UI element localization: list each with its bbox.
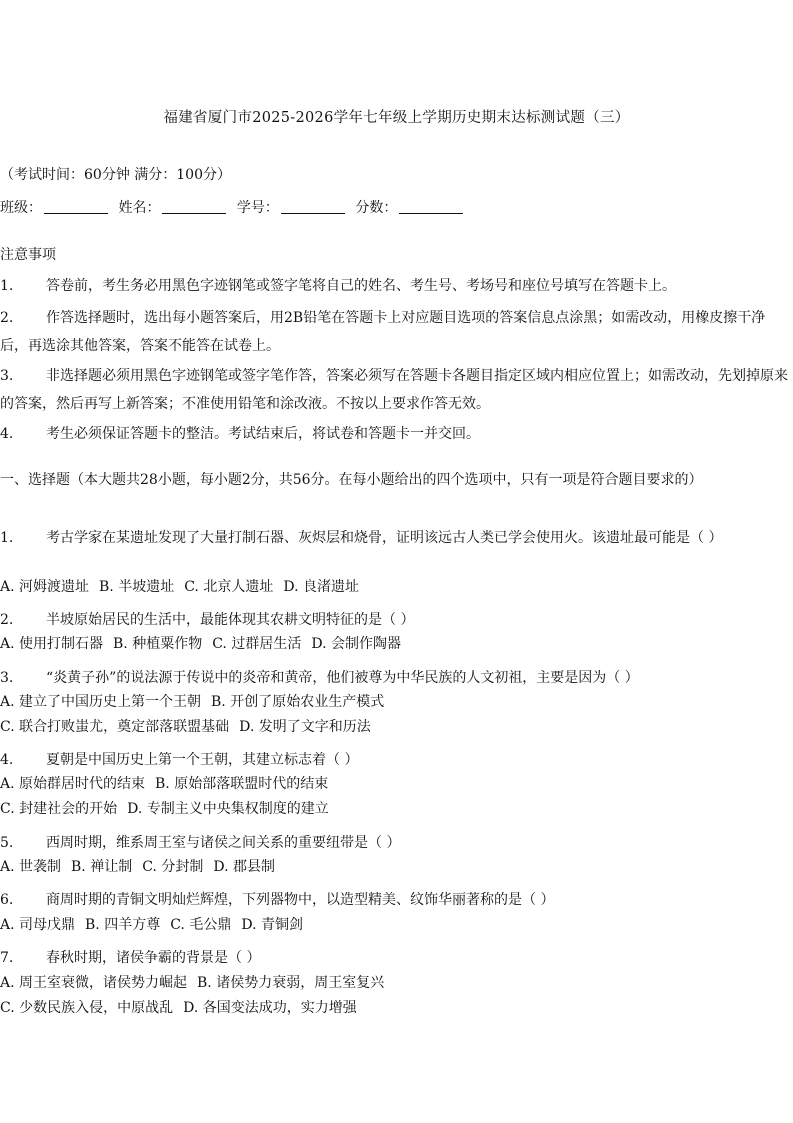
student-info-fields bbox=[0, 198, 469, 218]
option[interactable]: A. 河姆渡遗址 bbox=[0, 579, 90, 595]
option[interactable]: A. 使用打制石器 bbox=[0, 636, 104, 652]
question-text: 春秋时期，诸侯争霸的背景是（ ） bbox=[46, 950, 261, 966]
option[interactable]: B. 禅让制 bbox=[71, 859, 133, 875]
option-row bbox=[0, 857, 275, 877]
question-number: 6. bbox=[0, 892, 14, 908]
option-row bbox=[0, 692, 384, 712]
question-text: 西周时期，维系周王室与诸侯之间关系的重要纽带是（ ） bbox=[46, 835, 401, 851]
score-blank[interactable] bbox=[399, 199, 463, 214]
option[interactable]: C. 封建社会的开始 bbox=[0, 801, 118, 817]
question-stem bbox=[0, 831, 790, 855]
option[interactable]: A. 周王室衰微，诸侯势力崛起 bbox=[0, 975, 188, 991]
question-stem bbox=[0, 946, 790, 970]
question-stem bbox=[0, 748, 790, 772]
question-text: 商周时期的青铜文明灿烂辉煌，下列器物中，以造型精美、纹饰华丽著称的是（ ） bbox=[46, 892, 555, 908]
option[interactable]: C. 过群居生活 bbox=[212, 636, 302, 652]
option[interactable]: A. 世袭制 bbox=[0, 859, 62, 875]
option[interactable]: C. 北京人遗址 bbox=[184, 579, 274, 595]
question-text: 夏朝是中国历史上第一个王朝，其建立标志着（ ） bbox=[46, 752, 359, 768]
option-row bbox=[0, 774, 328, 794]
option[interactable]: D. 会制作陶器 bbox=[311, 636, 401, 652]
option-row bbox=[0, 799, 329, 819]
score-label: 分数： bbox=[355, 200, 398, 216]
question-number: 3. bbox=[0, 670, 14, 686]
option-row bbox=[0, 915, 303, 935]
student-id-label: 学号： bbox=[236, 200, 279, 216]
option[interactable]: A. 司母戊鼎 bbox=[0, 917, 76, 933]
option[interactable]: D. 发明了文字和历法 bbox=[239, 719, 371, 735]
question-number: 5. bbox=[0, 835, 14, 851]
notice-item bbox=[0, 304, 790, 360]
notice-item bbox=[0, 420, 790, 448]
notice-item bbox=[0, 272, 790, 300]
option[interactable]: D. 良渚遗址 bbox=[283, 579, 359, 595]
option[interactable]: B. 种植粟作物 bbox=[113, 636, 203, 652]
option[interactable]: B. 四羊方尊 bbox=[85, 917, 161, 933]
question-text: “炎黄子孙”的说法源于传说中的炎帝和黄帝，他们被尊为中华民族的人文初祖，主要是因为（ ） bbox=[46, 670, 639, 686]
notice-number: 2. bbox=[0, 310, 14, 326]
question-text: 半坡原始居民的生活中，最能体现其农耕文明特征的是（ ） bbox=[46, 612, 415, 628]
class-label: 班级： bbox=[0, 200, 42, 216]
option-row bbox=[0, 577, 359, 597]
section-heading: 一、选择题（本大题共28小题，每小题2分，共56分。在每小题给出的四个选项中，只有一项是符合题目要求的） bbox=[0, 472, 703, 488]
student-id-blank[interactable] bbox=[281, 199, 345, 214]
exam-info: （考试时间：60分钟 满分：100分） bbox=[0, 167, 231, 183]
notice-text: 考生必须保证答题卡的整洁。考试结束后，将试卷和答题卡一并交回。 bbox=[46, 426, 480, 442]
question-text: 考古学家在某遗址发现了大量打制石器、灰烬层和烧骨，证明该远古人类已学会使用火。该遗址最可能是（ ） bbox=[46, 530, 723, 546]
notice-number: 3. bbox=[0, 368, 14, 384]
option[interactable]: A. 原始群居时代的结束 bbox=[0, 776, 146, 792]
option[interactable]: D. 各国变法成功，实力增强 bbox=[183, 1000, 357, 1016]
question-number: 7. bbox=[0, 950, 14, 966]
option[interactable]: B. 开创了原始农业生产模式 bbox=[211, 694, 385, 710]
name-blank[interactable] bbox=[162, 199, 226, 214]
notice-item bbox=[0, 362, 790, 418]
notice-text: 非选择题必须用黑色字迹钢笔或签字笔作答，答案必须写在答题卡各题目指定区域内相应位置上；如需改动，先划掉原来的答案，然后再写上新答案；不准使用铅笔和涂改液。不按以上要求作答无效。 bbox=[0, 368, 788, 412]
question-stem bbox=[0, 888, 790, 912]
option-row bbox=[0, 717, 371, 737]
option[interactable]: D. 青铜剑 bbox=[241, 917, 303, 933]
notice-text: 作答选择题时，选出每小题答案后，用2B铅笔在答题卡上对应题目选项的答案信息点涂黑；如需改动，用橡皮擦干净后，再选涂其他答案，答案不能答在试卷上。 bbox=[0, 310, 766, 354]
option-row bbox=[0, 998, 357, 1018]
question-stem bbox=[0, 526, 790, 550]
notice-number: 4. bbox=[0, 426, 14, 442]
option[interactable]: C. 毛公鼎 bbox=[170, 917, 232, 933]
option[interactable]: D. 专制主义中央集权制度的建立 bbox=[127, 801, 329, 817]
option[interactable]: C. 少数民族入侵，中原战乱 bbox=[0, 1000, 174, 1016]
option[interactable]: B. 半坡遗址 bbox=[99, 579, 175, 595]
question-number: 4. bbox=[0, 752, 14, 768]
name-label: 姓名： bbox=[118, 200, 161, 216]
question-stem bbox=[0, 608, 790, 632]
option[interactable]: C. 联合打败蚩尤，奠定部落联盟基础 bbox=[0, 719, 230, 735]
notice-number: 1. bbox=[0, 278, 14, 294]
option[interactable]: D. 郡县制 bbox=[213, 859, 275, 875]
question-stem bbox=[0, 666, 790, 690]
option[interactable]: B. 原始部落联盟时代的结束 bbox=[155, 776, 329, 792]
option[interactable]: B. 诸侯势力衰弱，周王室复兴 bbox=[197, 975, 385, 991]
question-number: 2. bbox=[0, 612, 14, 628]
class-blank[interactable] bbox=[44, 199, 108, 214]
option-row bbox=[0, 973, 384, 993]
notice-text: 答卷前，考生务必用黑色字迹钢笔或签字笔将自己的姓名、考生号、考场号和座位号填写在答题卡上。 bbox=[46, 278, 676, 294]
option-row bbox=[0, 634, 401, 654]
option[interactable]: A. 建立了中国历史上第一个王朝 bbox=[0, 694, 202, 710]
notice-heading: 注意事项 bbox=[0, 247, 56, 263]
option[interactable]: C. 分封制 bbox=[142, 859, 204, 875]
page-title: 福建省厦门市2025-2026学年七年级上学期历史期末达标测试题（三） bbox=[163, 110, 630, 126]
question-number: 1. bbox=[0, 530, 14, 546]
